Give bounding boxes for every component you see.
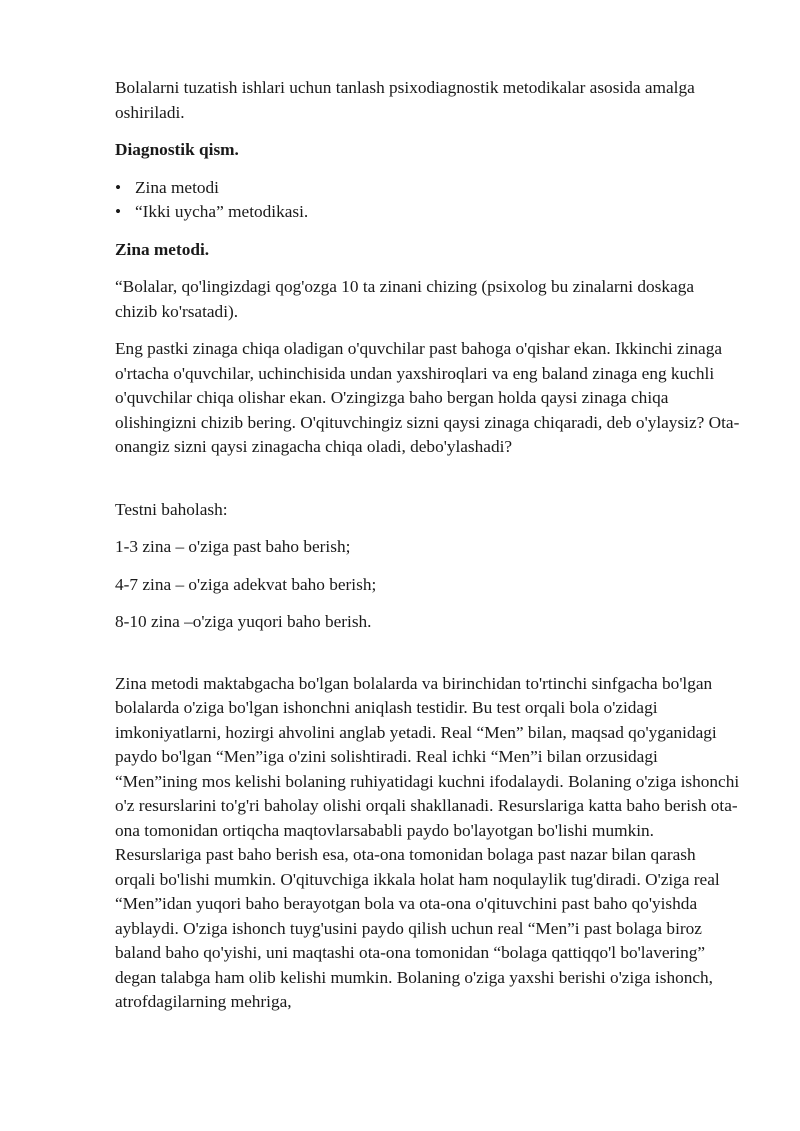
- method-list: [115, 176, 740, 225]
- scoring-line: 4-7 zina – o'ziga adekvat baho berish;: [115, 574, 377, 594]
- diagnostic-heading: Diagnostik qism.: [115, 140, 239, 159]
- instruction-paragraph-2: Eng pastki zinaga chiqa oladigan o'quvchilar past bahoga o'qishar ekan. Ikkinchi zinaga o'rtacha o'quvchilar, uchinchisida undan yaxshiroqlari va eng baland zinaga eng kuchli o'quvchilar chiqa olishar ekan. O'zingizga baho bergan holda qaysi zinaga chiqa olishingizni chizib bering. O'qituvchingiz sizni qaysi zinaga chiqaradi, deb o'ylaysiz? Ota-onangiz sizni qaysi zinagacha chiqa oladi, debo'ylashadi?: [115, 339, 740, 456]
- conclusion-paragraph: Zina metodi maktabgacha bo'lgan bolalarda va birinchidan to'rtinchi sinfgacha bo'lgan bolalarda o'ziga bo'lgan ishonchni aniqlash testidir. Bu test orqali bola o'zidagi imkoniyatlarni, hozirgi ahvolini anglab yetadi. Real “Men” bilan, maqsad qo'yganidagi paydo bo'lgan “Men”iga o'zini solishtiradi. Real ichki “Men”i bilan orzusidagi “Men”ining mos kelishi bolaning ruhiyatidagi kuchni ifodalaydi. Bolaning o'ziga ishonchi o'z resurslarini to'g'ri baholay olishi orqali shakllanadi. Resurslariga katta baho berish ota-ona tomonidan ortiqcha maqtovlarsababli paydo bo'layotgan bo'lishi mumkin. Resurslariga past baho berish esa, ota-ona tomonidan bolaga past nazar bilan qarash orqali bo'lishi mumkin. O'qituvchiga ikkala holat ham noqulaylik tug'diradi. O'ziga real “Men”idan yuqori baho berayotgan bola va ota-ona o'qituvchini past baho qo'yishda ayblaydi. O'ziga ishonch tuyg'usini paydo qilish uchun real “Men”i past bolaga biroz baland baho qo'yishi, uni maqtashi ota-ona tomonidan “bolaga qattiqqo'l bo'lavering” degan talabga ham olib kelishi mumkin. Bolaning o'ziga yaxshi berishi o'ziga ishonch, atrofdagilarning mehriga,: [115, 673, 740, 1011]
- scoring-line: 8-10 zina –o'ziga yuqori baho berish.: [115, 612, 372, 631]
- list-item: • “Ikki uycha” metodikasi.: [115, 200, 740, 225]
- zina-heading: Zina metodi.: [115, 239, 210, 259]
- document-page: [115, 76, 740, 1015]
- list-item: • Zina metodi: [115, 176, 740, 201]
- intro-paragraph: Bolalarni tuzatish ishlari uchun tanlash psixodiagnostik metodikalar asosida amalga oshiriladi.: [115, 78, 695, 122]
- scoring-line: 1-3 zina – o'ziga past baho berish;: [115, 537, 351, 556]
- scoring-heading: Testni baholash:: [115, 499, 228, 519]
- instruction-paragraph-1: “Bolalar, qo'lingizdagi qog'ozga 10 ta zinani chizing (psixolog bu zinalarni doskaga chizib ko'rsatadi).: [115, 277, 695, 321]
